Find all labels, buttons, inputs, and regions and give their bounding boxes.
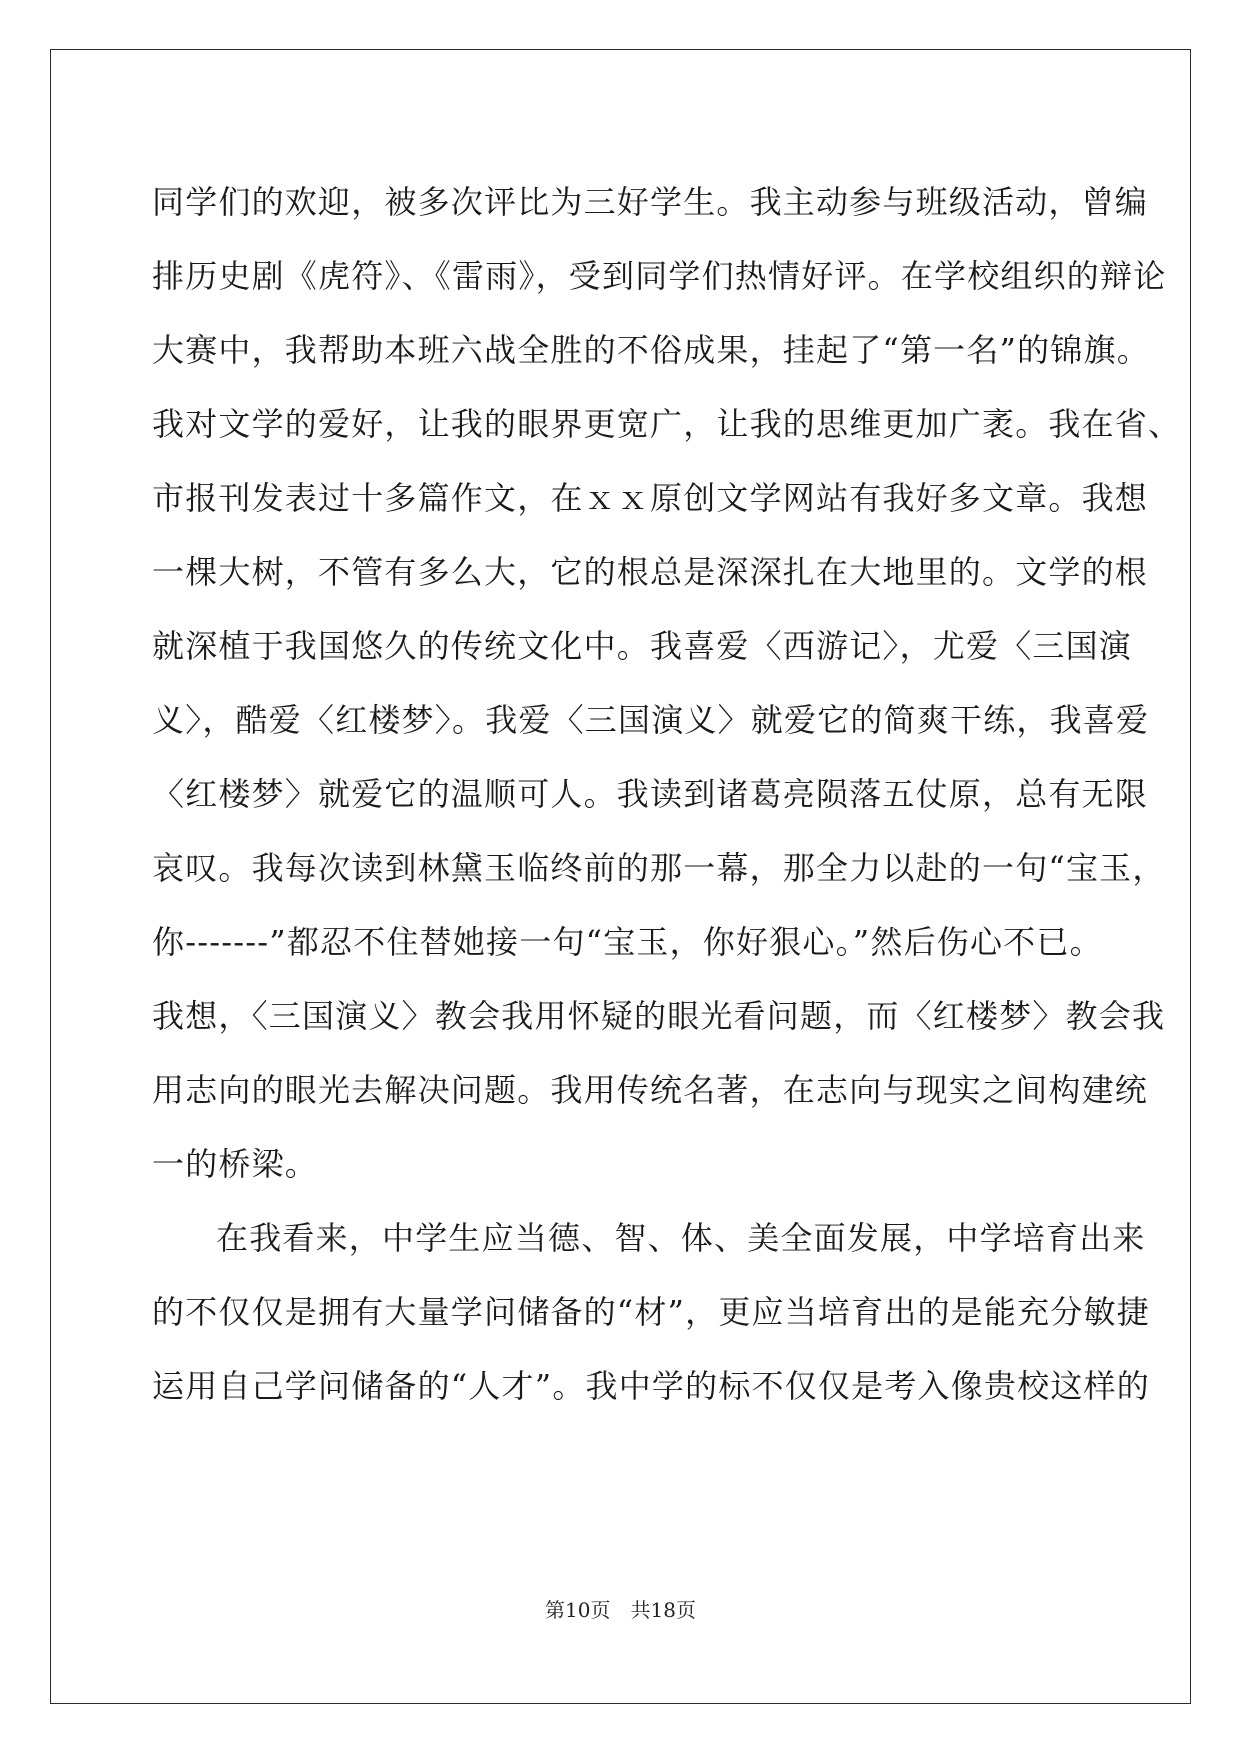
text-line: 一的桥梁。 bbox=[152, 1145, 319, 1183]
text-line: 义〉，酷爱〈红楼梦〉。我爱〈三国演义〉就爱它的简爽干练，我喜爱 bbox=[152, 701, 1150, 739]
text-line: 哀叹。我每次读到林黛玉临终前的那一幕，那全力以赴的一句“宝玉， bbox=[152, 849, 1166, 887]
text-line: 我对文学的爱好，让我的眼界更宽广，让我的思维更加广袤。我在省、 bbox=[152, 405, 1182, 443]
text-line: 用志向的眼光去解决问题。我用传统名著，在志向与现实之间构建统 bbox=[152, 1071, 1149, 1109]
text-line: 大赛中，我帮助本班六战全胜的不俗成果，挂起了“第一名”的锦旗。 bbox=[152, 331, 1150, 369]
paragraph-first-line: 在我看来，中学生应当德、智、体、美全面发展，中学培育出来 bbox=[216, 1219, 1146, 1257]
text-line: 就深植于我国悠久的传统文化中。我喜爱〈西游记〉，尤爱〈三国演 bbox=[152, 627, 1133, 665]
text-line: 一棵大树，不管有多么大，它的根总是深深扎在大地里的。文学的根 bbox=[152, 553, 1149, 591]
text-line: 同学们的欢迎，被多次评比为三好学生。我主动参与班级活动，曾编 bbox=[152, 183, 1149, 221]
text-line: 你-------”都忍不住替她接一句“宝玉，你好狠心。”然后伤心不已。 bbox=[152, 923, 1103, 961]
text-line: 运用自己学问储备的“人才”。我中学的标不仅仅是考入像贵校这样的 bbox=[152, 1367, 1150, 1405]
text-line: 市报刊发表过十多篇作文，在ｘｘ原创文学网站有我好多文章。我想 bbox=[152, 479, 1149, 517]
text-line: 的不仅仅是拥有大量学问储备的“材”，更应当培育出的是能充分敏捷 bbox=[152, 1293, 1150, 1331]
text-line: 我想，〈三国演义〉教会我用怀疑的眼光看问题，而〈红楼梦〉教会我 bbox=[152, 997, 1166, 1035]
page-number-footer: 第10页 共18页 bbox=[545, 1598, 696, 1622]
text-line: 排历史剧《虎符》、《雷雨》，受到同学们热情好评。在学校组织的辩论 bbox=[152, 257, 1167, 295]
text-line: 〈红楼梦〉就爱它的温顺可人。我读到诸葛亮陨落五仗原，总有无限 bbox=[152, 775, 1149, 813]
document-body bbox=[152, 165, 1182, 1423]
